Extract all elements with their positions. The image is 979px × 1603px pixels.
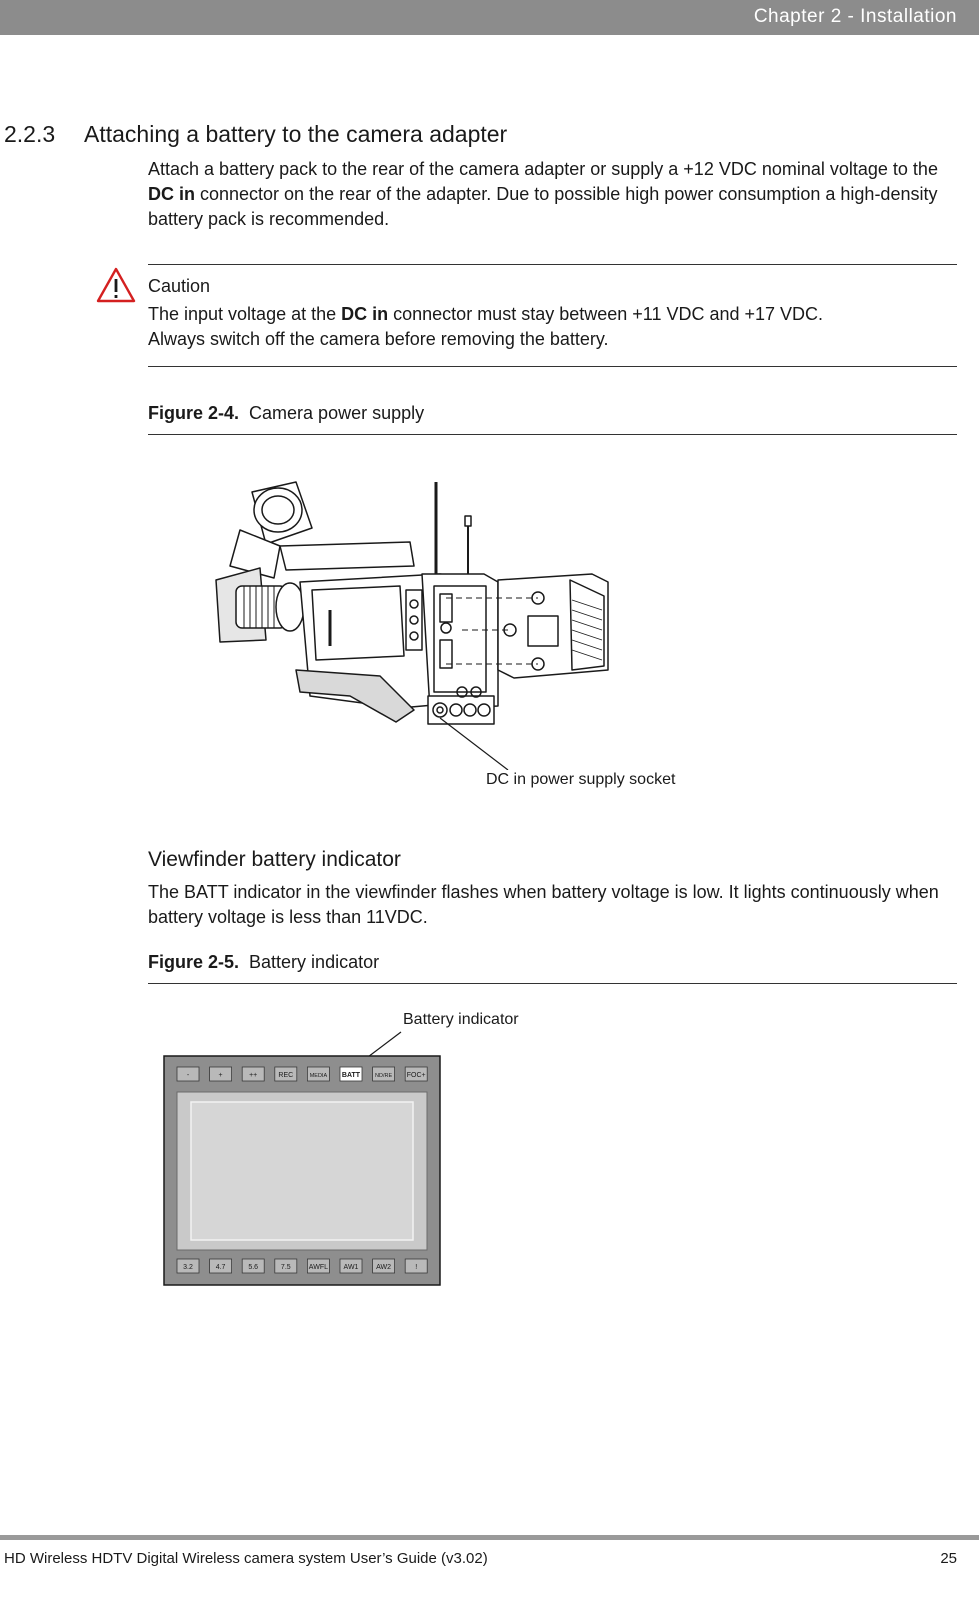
bottom-label-6: AW2: [376, 1264, 392, 1271]
section-number: 2.2.3: [4, 121, 56, 147]
top-label-4: MEDIA: [309, 1073, 328, 1079]
top-label-3: REC: [278, 1072, 294, 1079]
caution-text-a: The input voltage at the: [148, 304, 342, 324]
camera-illustration: [200, 470, 630, 770]
figure4-rule: [148, 434, 957, 435]
caution-top-rule: [148, 264, 957, 265]
intro-text-a: Attach a battery pack to the rear of the camera adapter or supply a +12 VDC nominal voltage to the: [148, 159, 938, 179]
page-number: 25: [940, 1550, 957, 1567]
bottom-label-7: !: [415, 1264, 418, 1271]
top-label-0: -: [186, 1072, 190, 1079]
intro-text-b: connector on the rear of the adapter. Due to possible high power consumption a high-density battery pack is recommended.: [148, 184, 938, 229]
caution-line-2: Always switch off the camera before removing the battery.: [148, 329, 609, 349]
top-label-6: ND/RE: [375, 1073, 393, 1079]
viewfinder-heading: Viewfinder battery indicator: [148, 848, 401, 871]
figure5-number: Figure 2-5.: [148, 952, 240, 972]
bottom-label-1: 4.7: [215, 1264, 226, 1271]
bottom-label-4: AWFL: [308, 1264, 328, 1271]
figure4-caption: [148, 403, 424, 424]
chapter-title: Chapter 2 - Installation: [753, 6, 957, 27]
top-label-1: +: [218, 1072, 223, 1079]
bottom-label-3: 7.5: [280, 1264, 291, 1271]
footer-guide-title: HD Wireless HDTV Digital Wireless camera system User’s Guide (v3.02): [4, 1550, 488, 1567]
battery-indicator-callout: Battery indicator: [403, 1011, 519, 1028]
bottom-label-0: 3.2: [183, 1264, 193, 1271]
top-label-2: ++: [249, 1072, 258, 1079]
figure5-rule: [148, 983, 957, 984]
figure4-title: Camera power supply: [249, 403, 425, 423]
section-title: Attaching a battery to the camera adapter: [84, 121, 508, 147]
top-label-7: FOC+: [406, 1072, 426, 1079]
caution-title: Caution: [148, 276, 211, 296]
section-heading: [4, 121, 507, 148]
warning-icon: [96, 267, 136, 303]
figure4-number: Figure 2-4.: [148, 403, 240, 423]
top-label-5: BATT: [341, 1072, 361, 1079]
intro-paragraph: [148, 157, 960, 232]
caution-bottom-rule: [148, 366, 957, 367]
viewfinder-paragraph: The BATT indicator in the viewfinder flashes when battery voltage is low. It lights continuously when battery voltage is less than 11VDC.: [148, 882, 939, 927]
dc-in-callout: DC in power supply socket: [486, 771, 676, 788]
intro-dc-in: DC in: [148, 184, 195, 204]
bottom-label-2: 5.6: [248, 1264, 259, 1271]
figure5-caption: [148, 952, 379, 973]
bottom-label-5: AW1: [343, 1264, 359, 1271]
viewfinder-panel: [160, 1028, 445, 1290]
caution-dc-in: DC in: [341, 304, 389, 324]
figure5-title: Battery indicator: [249, 952, 380, 972]
footer-bar: [0, 1535, 979, 1540]
caution-text-b: connector must stay between +11 VDC and +17 VDC.: [388, 304, 824, 324]
caution-line-1: [148, 302, 960, 327]
header-bar: [0, 0, 979, 35]
